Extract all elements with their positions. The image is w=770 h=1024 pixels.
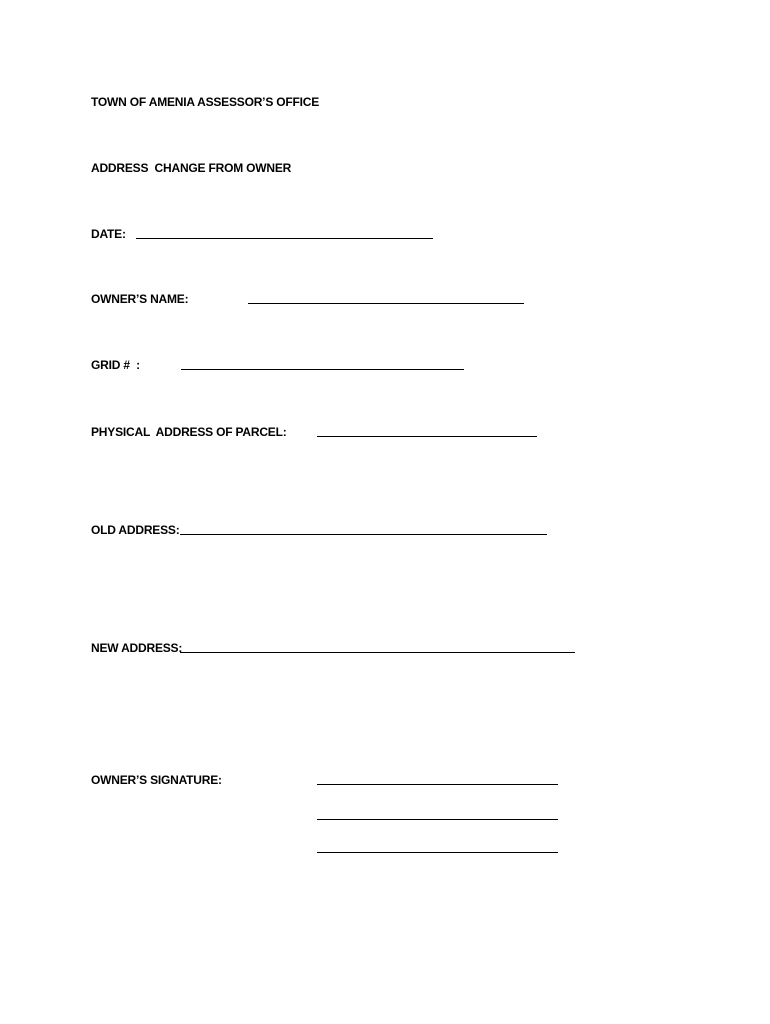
signature-line-2[interactable] bbox=[317, 819, 558, 820]
date-label: DATE: bbox=[91, 227, 126, 241]
signature-line-1[interactable] bbox=[317, 784, 558, 785]
owner-signature-label: OWNER’S SIGNATURE: bbox=[91, 773, 222, 787]
owner-name-field-line[interactable] bbox=[248, 303, 524, 304]
old-address-label: OLD ADDRESS: bbox=[91, 523, 180, 537]
office-title: TOWN OF AMENIA ASSESSOR’S OFFICE bbox=[91, 95, 320, 109]
physical-address-label: PHYSICAL ADDRESS OF PARCEL: bbox=[91, 425, 287, 439]
old-address-field-line[interactable] bbox=[180, 534, 547, 535]
grid-label: GRID # : bbox=[91, 358, 140, 372]
grid-field-line[interactable] bbox=[181, 369, 464, 370]
owner-name-label: OWNER’S NAME: bbox=[91, 292, 189, 306]
signature-line-3[interactable] bbox=[317, 852, 558, 853]
physical-address-field-line[interactable] bbox=[317, 436, 537, 437]
new-address-field-line[interactable] bbox=[180, 652, 575, 653]
form-subtitle: ADDRESS CHANGE FROM OWNER bbox=[91, 161, 292, 175]
new-address-label: NEW ADDRESS: bbox=[91, 641, 183, 655]
date-field-line[interactable] bbox=[136, 238, 433, 239]
